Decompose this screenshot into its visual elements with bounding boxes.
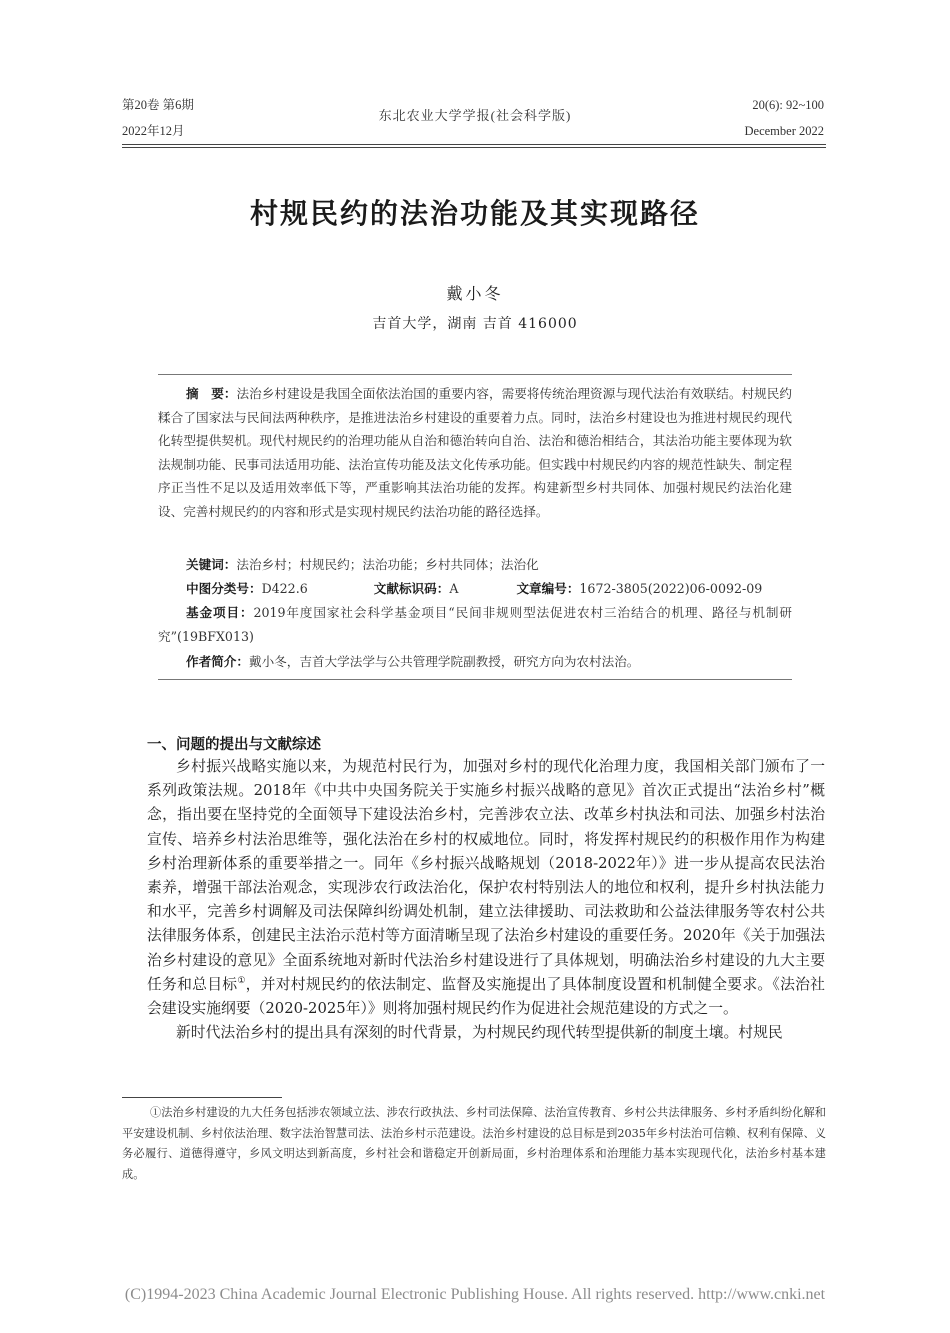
abstract-top-rule [158, 374, 792, 375]
footnote-ref[interactable]: ① [237, 975, 246, 986]
abstract [158, 382, 792, 523]
keywords-label: 关键词： [186, 557, 237, 572]
body-paragraph-1-part-b: ，并对村规民约的依法制定、监督及实施提出了具体制度设置和机制健全要求。《法治社会建设实施纲要（2020-2025年）》则将加强村规民约作为促进社会规范建设的方式之一。 [147, 975, 825, 1018]
classification-row [186, 577, 796, 601]
clc-value: D422.6 [261, 581, 308, 596]
fund-text: 2019年度国家社会科学基金项目“民间非规则型法促进农村三治结合的机理、路径与机制研究”(19BFX013) [158, 605, 792, 644]
abstract-text: 法治乡村建设是我国全面依法治国的重要内容，需要将传统治理资源与现代法治有效联结。村规民约糅合了国家法与民间法两种秩序，是推进法治乡村建设的重要着力点。同时，法治乡村建设也为推进村规民约现代化转型提供契机。现代村规民约的治理功能从自治和德治转向自治、法治和德治相结合，其法治功能主要体现为软法规制功能、民事司法适用功能、法治宣传功能及法文化传承功能。但实践中村规民约内容的规范性缺失、制定程序正当性不足以及适用效率低下等，严重影响其法治功能的发挥。构建新型乡村共同体、加强村规民约法治化建设、完善村规民约的内容和形式是实现村规民约法治功能的路径选择。 [158, 386, 793, 519]
clc-label: 中图分类号： [186, 581, 262, 596]
footnote [122, 1103, 826, 1185]
body-paragraph-2: 新时代法治乡村的提出具有深刻的时代背景，为村规民约现代转型提供新的制度土壤。村规民 [176, 1024, 783, 1042]
keywords-row [186, 553, 796, 577]
body-paragraph-1-part-a: 乡村振兴战略实施以来，为规范村民行为，加强对乡村的现代化治理力度，我国相关部门颁布了一系列政策法规。2018年《中共中央国务院关于实施乡村振兴战略的意见》首次正式提出“法治乡村”概念，指出要在坚持党的全面领导下建设法治乡村，完善涉农立法、改革乡村执法和司法、加强乡村法治宣传、培养乡村法治思维等，强化法治在乡村的权威地位。同时，将发挥村规民约的积极作用作为构建乡村治理新体系的重要举措之一。同年《乡村振兴战略规划（2018-2022年）》进一步从提高农民法治素养，增强干部法治观念，实现涉农行政法治化，保护农村特别法人的地位和权利，提升乡村执法能力和水平，完善乡村调解及司法保障纠纷调处机制，建立法律援助、司法救助和公益法律服务等农村公共法律服务体系，创建民主法治示范村等方面清晰呈现了法治乡村建设的重要任务。2020年《关于加强法治乡村建设的意见》全面系统地对新时代法治乡村建设进行了具体规划，明确法治乡村建设的九大主要任务和总目标 [147, 758, 825, 993]
header-volume: 第20卷 第6期 [122, 98, 194, 112]
footnote-text: ①法治乡村建设的九大任务包括涉农领域立法、涉农行政执法、乡村司法保障、法治宣传教育、乡村公共法律服务、乡村矛盾纠纷化解和平安建设机制、乡村依法治理、数字法治智慧司法、法治乡村示范建设。法治乡村建设的总目标是到2035年乡村法治可信赖、权利有保障、义务必履行、道德得遵守，乡风文明达到新高度，乡村社会和谐稳定开创新局面，乡村治理体系和治理能力基本实现现代化，法治乡村基本建成。 [122, 1106, 826, 1181]
body-paragraph-1 [147, 755, 825, 1021]
body-text [147, 755, 825, 1045]
section-heading: 一、问题的提出与文献综述 [147, 737, 321, 753]
fund-label: 基金项目： [186, 605, 254, 620]
author-bio-row [186, 650, 796, 674]
keywords-text: 法治乡村；村规民约；法治功能；乡村共同体；法治化 [236, 557, 539, 572]
abstract-label: 摘 要： [186, 386, 237, 401]
header-journal-name: 东北农业大学学报(社会科学版) [378, 108, 572, 123]
header-rule-bottom [122, 147, 826, 148]
article-number-value: 1672-3805(2022)06-0092-09 [579, 581, 763, 596]
article-affiliation: 吉首大学，湖南 吉首 416000 [372, 316, 578, 332]
header-pages: 20(6): 92~100 [752, 98, 824, 112]
author-bio-text: 戴小冬，吉首大学法学与公共管理学院副教授，研究方向为农村法治。 [248, 654, 640, 669]
article-author: 戴小冬 [446, 284, 504, 303]
abstract-bottom-rule [158, 679, 792, 680]
doc-code-label: 文献标识码： [373, 581, 450, 596]
copyright-notice: (C)1994-2023 China Academic Journal Electronic Publishing House. All rights reserved. http://www.cnki.net [124, 1286, 826, 1303]
footnote-rule [122, 1097, 282, 1098]
article-number-label: 文章编号： [516, 581, 580, 596]
doc-code-value: A [449, 581, 459, 596]
header-date-cn: 2022年12月 [122, 124, 185, 138]
article-title: 村规民约的法治功能及其实现路径 [249, 197, 700, 230]
header-rule-top [122, 144, 826, 145]
fund-row [158, 601, 792, 648]
author-bio-label: 作者简介： [186, 654, 249, 669]
header-date-en: December 2022 [744, 124, 824, 138]
